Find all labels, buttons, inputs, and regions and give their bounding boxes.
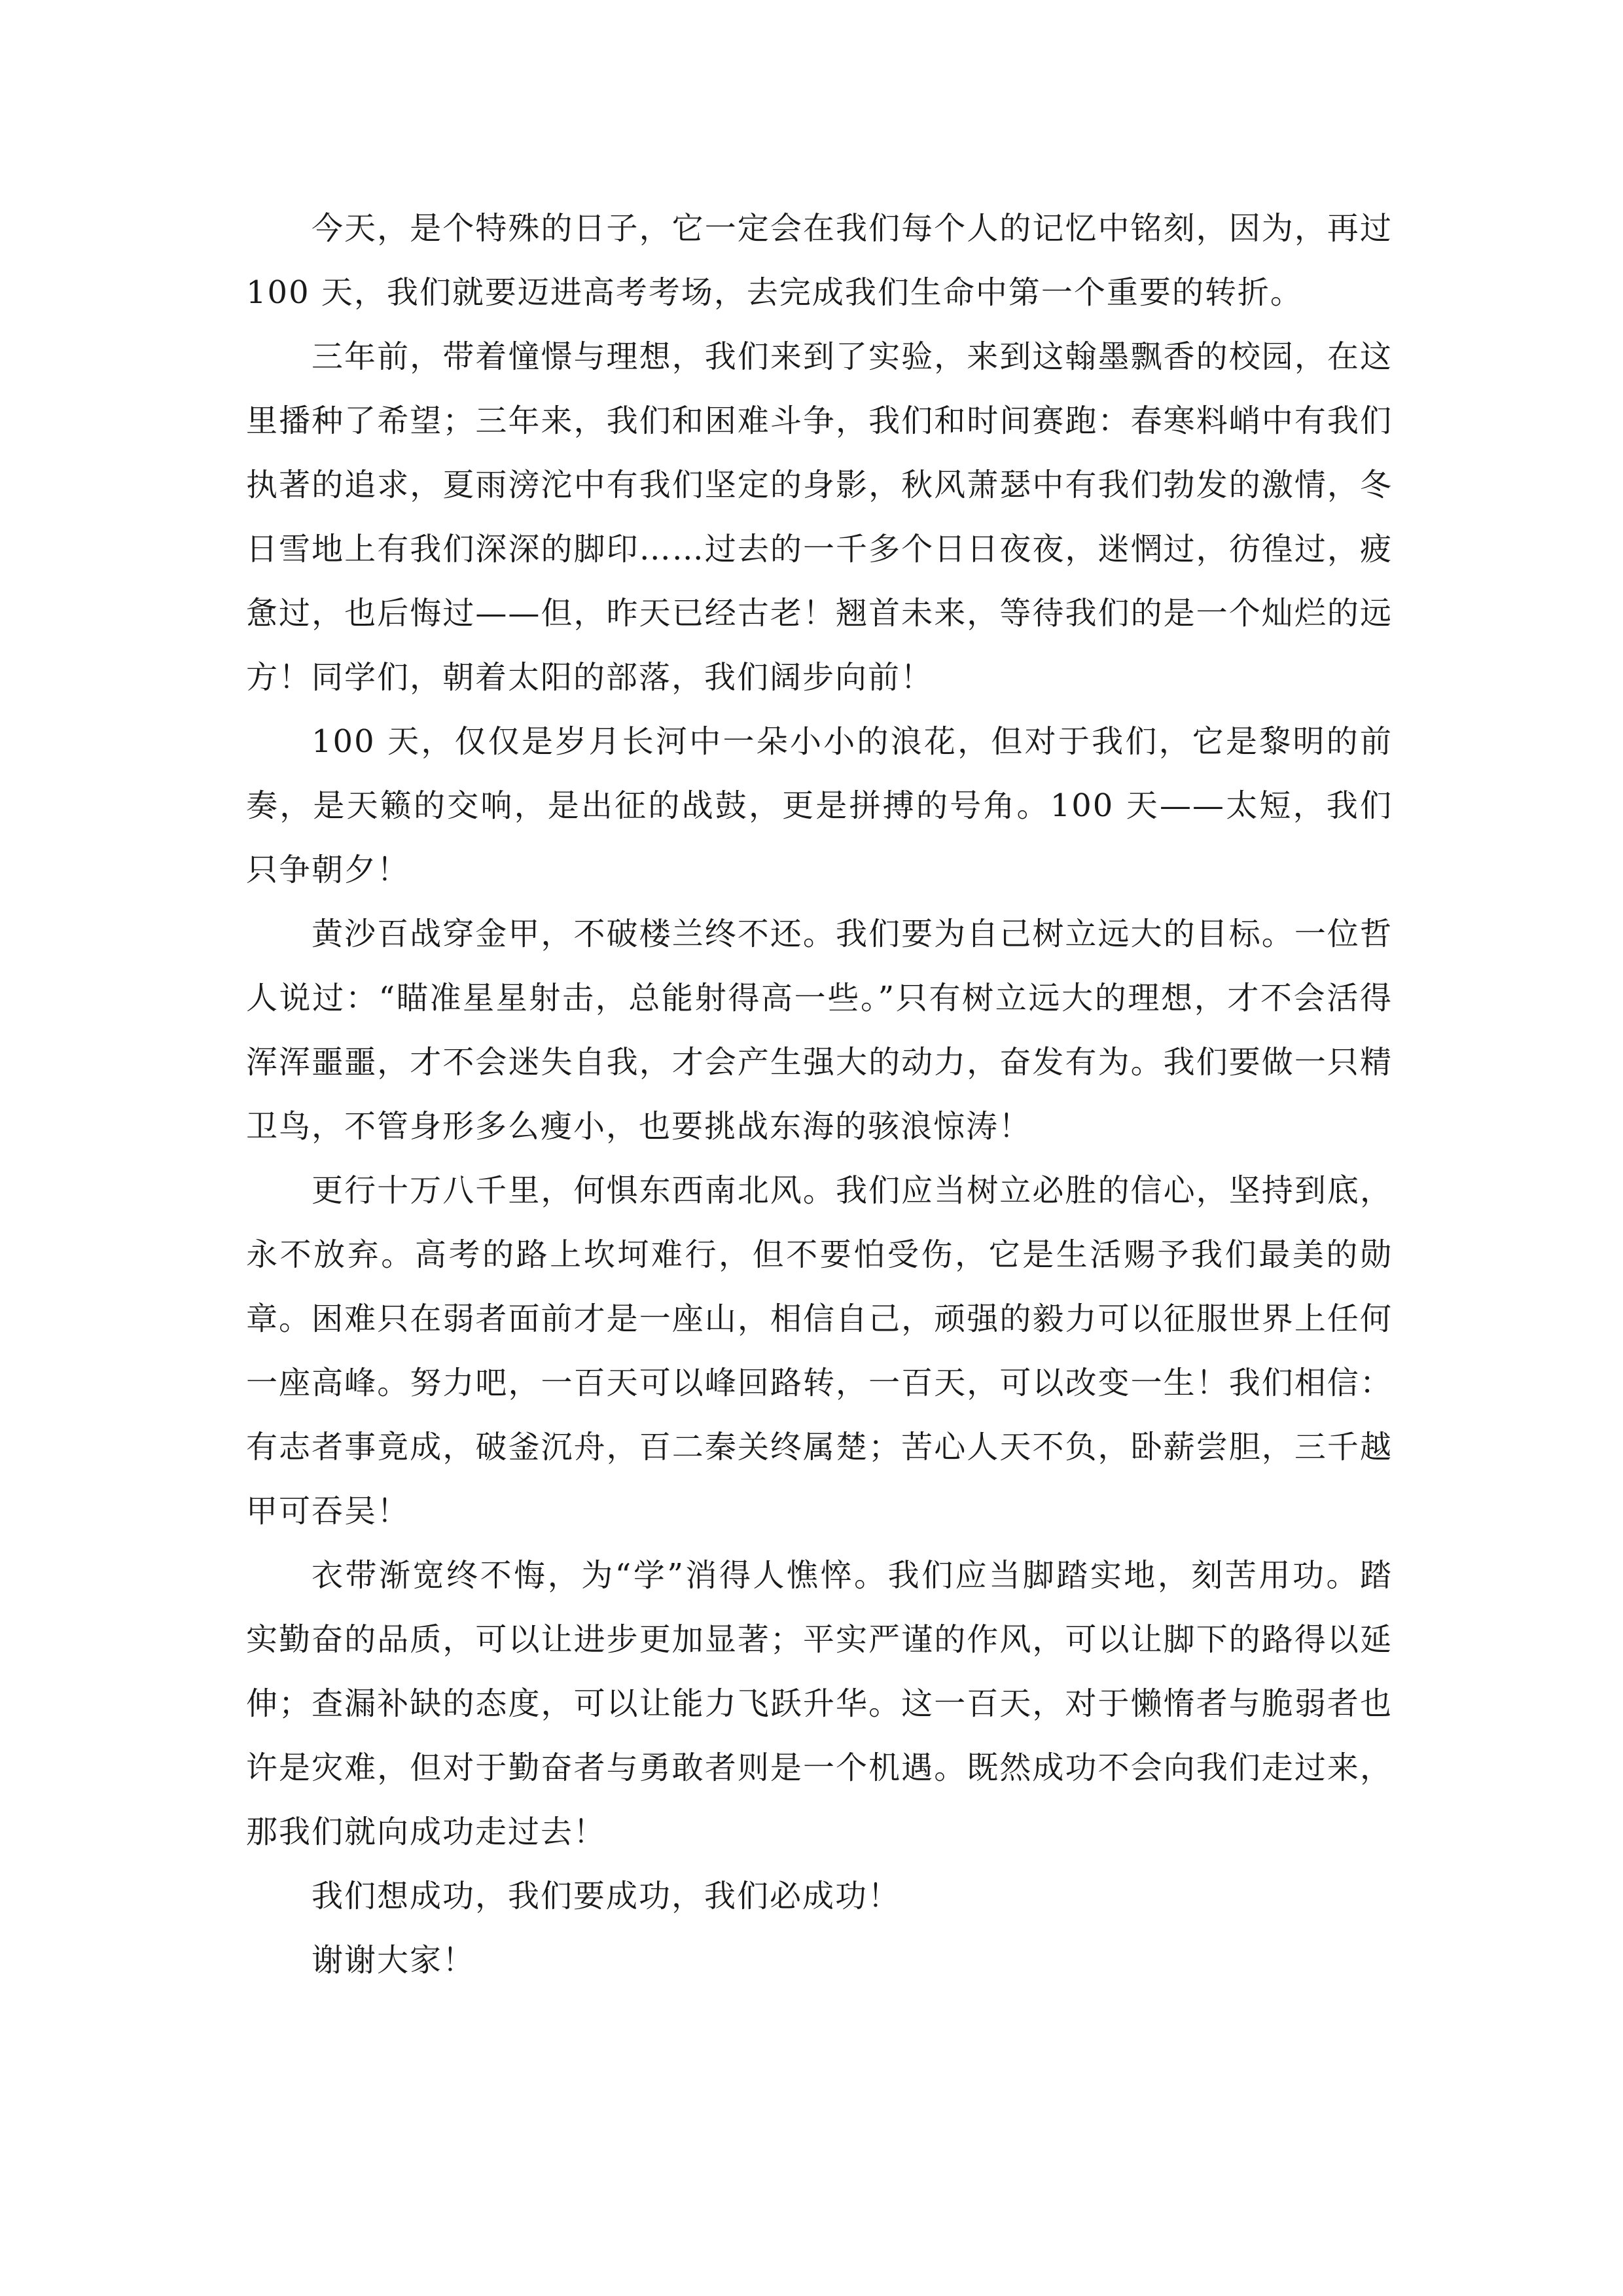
paragraph-3: 100 天，仅仅是岁月长河中一朵小小的浪花，但对于我们，它是黎明的前奏，是天籁的交响，是出征的战鼓，更是拼搏的号角。100 天——太短，我们只争朝夕！: [246, 723, 1393, 888]
speech-body: [246, 196, 1393, 1992]
paragraph-2: 三年前，带着憧憬与理想，我们来到了实验，来到这翰墨飘香的校园，在这里播种了希望；三年来，我们和困难斗争，我们和时间赛跑：春寒料峭中有我们执著的追求，夏雨滂沱中有我们坚定的身影，秋风萧瑟中有我们勃发的激情，冬日雪地上有我们深深的脚印……过去的一千多个日日夜夜，迷惘过，彷徨过，疲惫过，也后悔过——但，昨天已经古老！翘首未来，等待我们的是一个灿烂的远方！同学们，朝着太阳的部落，我们阔步向前！: [246, 338, 1393, 696]
paragraph-1: 今天，是个特殊的日子，它一定会在我们每个人的记忆中铭刻，因为，再过 100 天，我们就要迈进高考考场，去完成我们生命中第一个重要的转折。: [246, 210, 1393, 311]
paragraph-4: 黄沙百战穿金甲，不破楼兰终不还。我们要为自己树立远大的目标。一位哲人说过：“瞄准星星射击，总能射得高一些。”只有树立远大的理想，才不会活得浑浑噩噩，才不会迷失自我，才会产生强大的动力，奋发有为。我们要做一只精卫鸟，不管身形多么瘦小，也要挑战东海的骇浪惊涛！: [246, 916, 1393, 1145]
paragraph-7: 我们想成功，我们要成功，我们必成功！: [312, 1878, 901, 1914]
paragraph-6: 衣带渐宽终不悔，为“学”消得人憔悴。我们应当脚踏实地，刻苦用功。踏实勤奋的品质，可以让进步更加显著；平实严谨的作风，可以让脚下的路得以延伸；查漏补缺的态度，可以让能力飞跃升华。这一百天，对于懒惰者与脆弱者也许是灾难，但对于勤奋者与勇敢者则是一个机遇。既然成功不会向我们走过来，那我们就向成功走过去！: [246, 1557, 1393, 1850]
paragraph-5: 更行十万八千里，何惧东西南北风。我们应当树立必胜的信心，坚持到底，永不放弃。高考的路上坎坷难行，但不要怕受伤，它是生活赐予我们最美的勋章。困难只在弱者面前才是一座山，相信自己，顽强的毅力可以征服世界上任何一座高峰。努力吧，一百天可以峰回路转，一百天，可以改变一生！我们相信：有志者事竟成，破釜沉舟，百二秦关终属楚；苦心人天不负，卧薪尝胆，三千越甲可吞吴！: [246, 1172, 1393, 1530]
closing-line: 谢谢大家！: [312, 1942, 476, 1979]
